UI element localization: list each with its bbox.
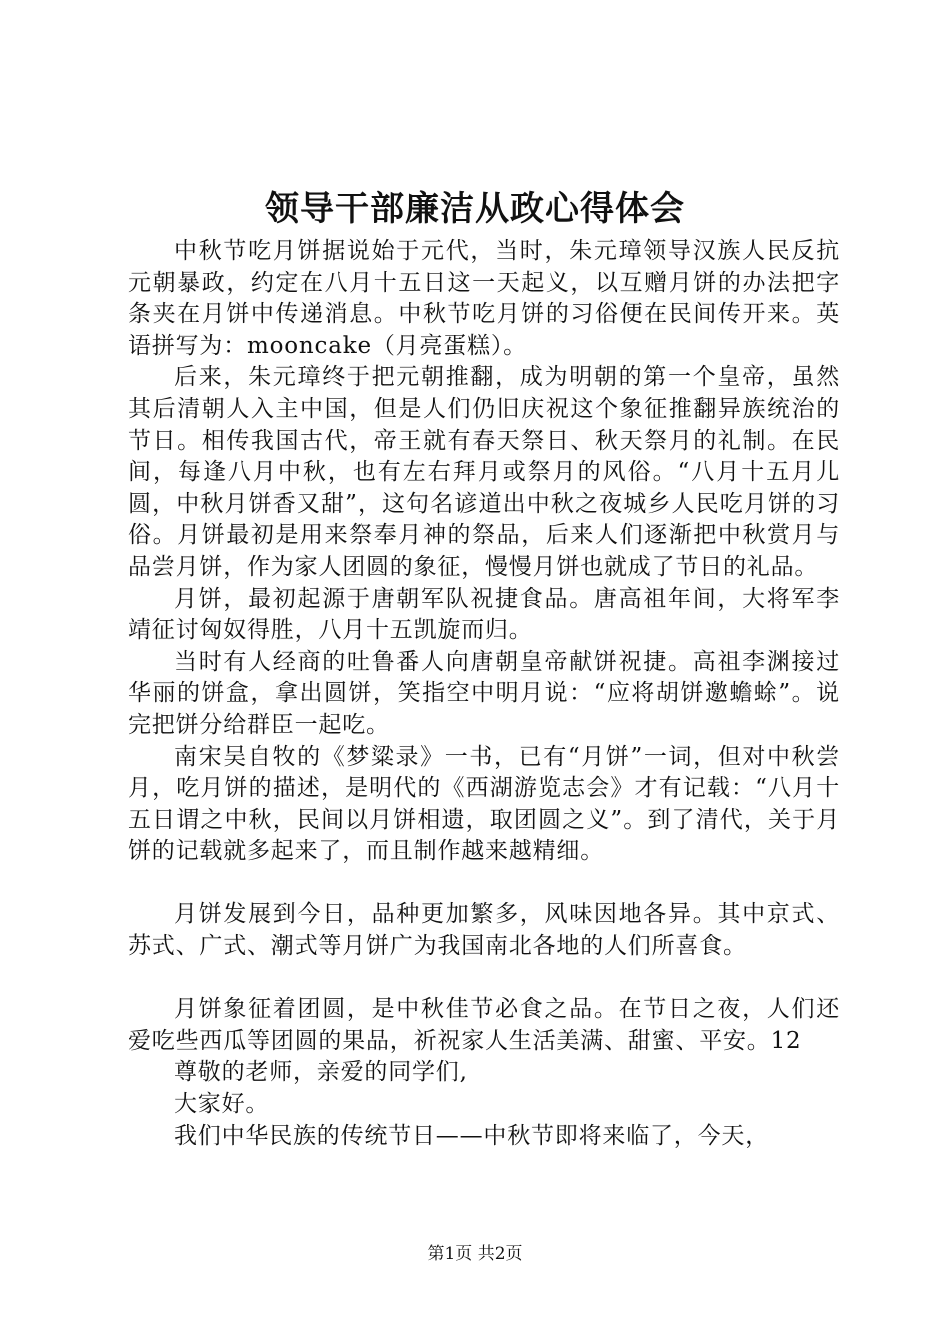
paragraph-5: 南宋吴自牧的《梦粱录》一书，已有“月饼”一词，但对中秋尝月，吃月饼的描述，是明代的《西湖游览志会》才有记载：“八月十五日谓之中秋，民间以月饼相遗，取团圆之义”。到了清代，关于月饼的记载就多起来了，而且制作越来越精细。 [128,743,840,865]
page-footer: 第1页 共2页 [427,1244,523,1264]
paragraph-9: 大家好。 [174,1091,270,1118]
paragraph-1: 中秋节吃月饼据说始于元代，当时，朱元璋领导汉族人民反抗元朝暴政，约定在八月十五日这一天起义，以互赠月饼的办法把字条夹在月饼中传递消息。中秋节吃月饼的习俗便在民间传开来。英语拼写为：mooncake（月亮蛋糕）。 [128,238,840,359]
paragraph-3: 月饼，最初起源于唐朝军队祝捷食品。唐高祖年间，大将军李靖征讨匈奴得胜，八月十五凯旋而归。 [128,585,840,644]
paragraph-8: 尊敬的老师，亲爱的同学们, [174,1059,468,1086]
paragraph-2: 后来，朱元璋终于把元朝推翻，成为明朝的第一个皇帝，虽然其后清朝人入主中国，但是人们仍旧庆祝这个象征推翻异族统治的节日。相传我国古代，帝王就有春天祭日、秋天祭月的礼制。在民间，每逢八月中秋，也有左右拜月或祭月的风俗。“八月十五月儿圆，中秋月饼香又甜”，这句名谚道出中秋之夜城乡人民吃月饼的习俗。月饼最初是用来祭奉月神的祭品，后来人们逐渐把中秋赏月与品尝月饼，作为家人团圆的象征，慢慢月饼也就成了节日的礼品。 [128,364,840,580]
document-body [128,236,840,1152]
paragraph-7: 月饼象征着团圆，是中秋佳节必食之品。在节日之夜，人们还爱吃些西瓜等团圆的果品，祈祝家人生活美满、甜蜜、平安。12 [128,996,840,1054]
paragraph-10: 我们中华民族的传统节日——中秋节即将来临了，今天， [174,1122,769,1149]
document-title: 领导干部廉洁从政心得体会 [265,189,685,229]
paragraph-4: 当时有人经商的吐鲁番人向唐朝皇帝献饼祝捷。高祖李渊接过华丽的饼盒，拿出圆饼，笑指空中明月说：“应将胡饼邀蟾蜍”。说完把饼分给群臣一起吃。 [128,648,840,738]
paragraph-6: 月饼发展到今日，品种更加繁多，风味因地各异。其中京式、苏式、广式、潮式等月饼广为我国南北各地的人们所喜食。 [128,901,840,960]
